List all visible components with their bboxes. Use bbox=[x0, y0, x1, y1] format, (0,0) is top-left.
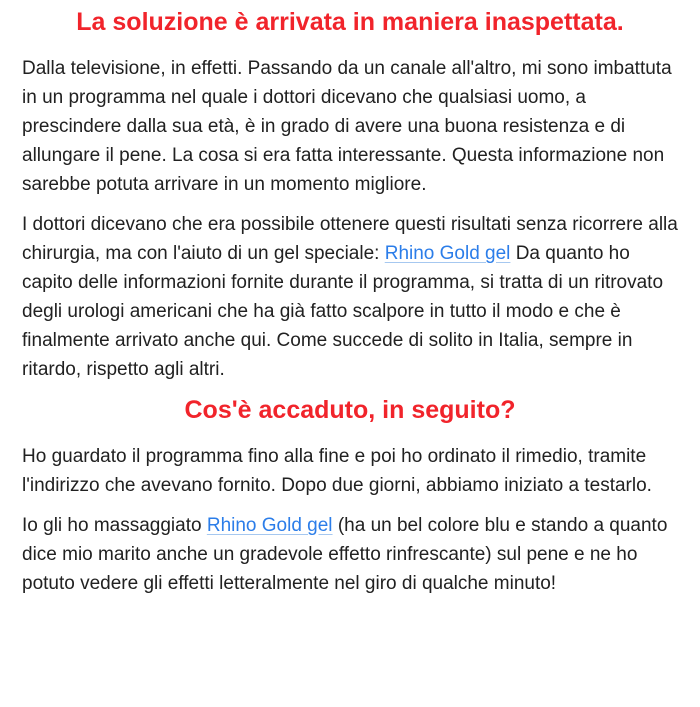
section-heading-what-happened: Cos'è accaduto, in seguito? bbox=[184, 396, 516, 424]
paragraph-massage-results bbox=[22, 511, 678, 598]
paragraph-massage-text-before-link: Io gli ho massaggiato bbox=[22, 515, 207, 536]
paragraph-doctors-text-after-link: Da quanto ho capito delle informazioni fornite durante il programma, si tratta di un ritrovato degli urologi americani che ha già fatto scalpore in tutto il modo e che è finalmente arrivato anche qui. Come succede di solito in Italia, sempre in ritardo, rispetto agli altri. bbox=[22, 243, 664, 380]
paragraph-television-text: Dalla televisione, in effetti. Passando da un canale all'altro, mi sono imbattuta in un programma nel quale i dottori dicevano che qualsiasi uomo, a prescindere dalla sua età, è in grado di avere una buona resistenza e di allungare il pene. La cosa si era fatta interessante. Questa informazione non sarebbe potuta arrivare in un momento migliore. bbox=[22, 58, 672, 195]
section-heading-solution: La soluzione è arrivata in maniera inaspettata. bbox=[76, 8, 624, 36]
paragraph-massage-text-after-link: (ha un bel colore blu e stando a quanto dice mio marito anche un gradevole effetto rinfrescante) sul pene e ne ho potuto vedere gli effetti letteralmente nel giro di qualche minuto! bbox=[22, 515, 668, 594]
paragraph-doctors bbox=[22, 210, 678, 384]
paragraph-television bbox=[22, 54, 678, 199]
paragraph-ordered-remedy-text: Ho guardato il programma fino alla fine e poi ho ordinato il rimedio, tramite l'indirizzo che avevano fornito. Dopo due giorni, abbiamo iniziato a testarlo. bbox=[22, 446, 652, 496]
rhino-gold-gel-link-2[interactable]: Rhino Gold gel bbox=[206, 515, 333, 536]
rhino-gold-gel-link-1[interactable]: Rhino Gold gel bbox=[384, 243, 511, 264]
paragraph-doctors-text-before-link: I dottori dicevano che era possibile ottenere questi risultati senza ricorrere alla chirurgia, ma con l'aiuto di un gel speciale: bbox=[22, 214, 678, 264]
paragraph-ordered-remedy bbox=[22, 442, 678, 500]
